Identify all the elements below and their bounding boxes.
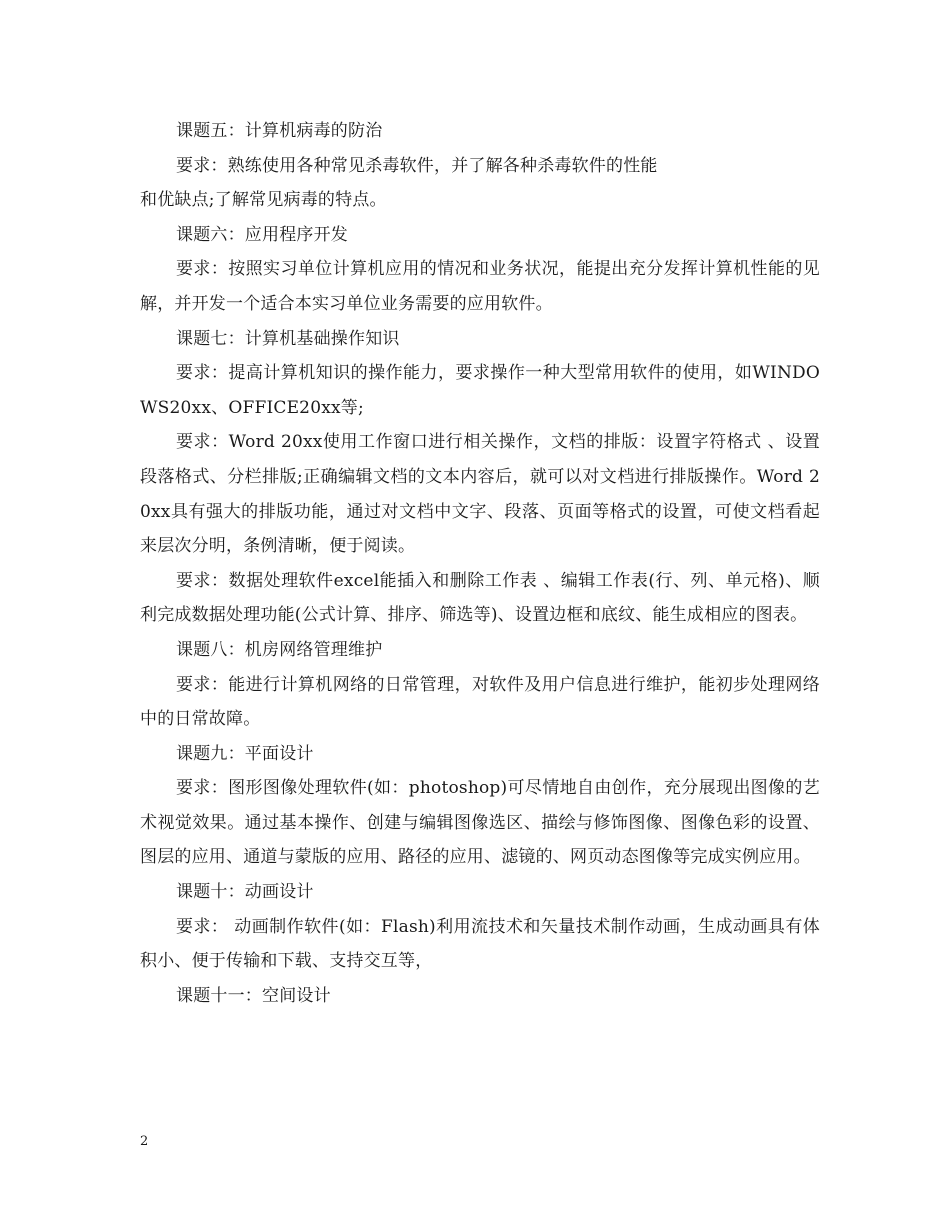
requirement-topic-6: 要求：按照实习单位计算机应用的情况和业务状况，能提出充分发挥计算机性能的见解，并开发一个适合本实习单位业务需要的应用软件。: [140, 259, 820, 314]
requirement-topic-8: 要求：能进行计算机网络的日常管理，对软件及用户信息进行维护，能初步处理网络中的日常故障。: [140, 674, 820, 730]
requirement-topic-9: 要求：图形图像处理软件(如：photoshop)可尽情地自由创作，充分展现出图像的艺术视觉效果。通过基本操作、创建与编辑图像选区、描绘与修饰图像、图像色彩的设置、图层的应用、通道与蒙版的应用、路径的应用、滤镜的、网页动态图像等完成实例应用。: [140, 778, 820, 868]
heading-topic-11: 课题十一：空间设计: [176, 985, 331, 1006]
heading-topic-6: 课题六：应用程序开发: [176, 224, 348, 245]
heading-topic-10: 课题十：动画设计: [176, 882, 314, 903]
requirement-topic-10: 要求： 动画制作软件(如：Flash)利用流技术和矢量技术制作动画，生成动画具有体积小、便于传输和下载、支持交互等，: [140, 916, 820, 972]
requirement-topic-7-general: 要求：提高计算机知识的操作能力，要求操作一种大型常用软件的使用，如WINDOWS20xx、OFFICE20xx等;: [140, 363, 820, 418]
heading-topic-7: 课题七：计算机基础操作知识: [176, 328, 400, 349]
requirement-topic-7-excel: 要求：数据处理软件excel能插入和删除工作表 、编辑工作表(行、列、单元格)、顺利完成数据处理功能(公式计算、排序、筛选等)、设置边框和底纹、能生成相应的图表。: [140, 570, 820, 626]
heading-topic-5: 课题五：计算机病毒的防治: [176, 121, 383, 141]
requirement-topic-7-word: 要求：Word 20xx使用工作窗口进行相关操作，文档的排版：设置字符格式 、设置段落格式、分栏排版;正确编辑文档的文本内容后，就可以对文档进行排版操作。Word 20xx具有强大的排版功能，通过对文档中文字、段落、页面等格式的设置，可使文档看起来层次分明，条例清晰，便于阅读。: [140, 432, 820, 557]
heading-topic-8: 课题八：机房网络管理维护: [176, 639, 383, 660]
requirement-topic-5-continued: 和优缺点;了解常见病毒的特点。: [140, 190, 387, 211]
heading-topic-9: 课题九：平面设计: [176, 743, 314, 764]
page-number: 2: [140, 1134, 149, 1149]
document-body: [140, 114, 820, 1013]
requirement-topic-5: 要求：熟练使用各种常见杀毒软件，并了解各种杀毒软件的性能: [176, 155, 658, 176]
